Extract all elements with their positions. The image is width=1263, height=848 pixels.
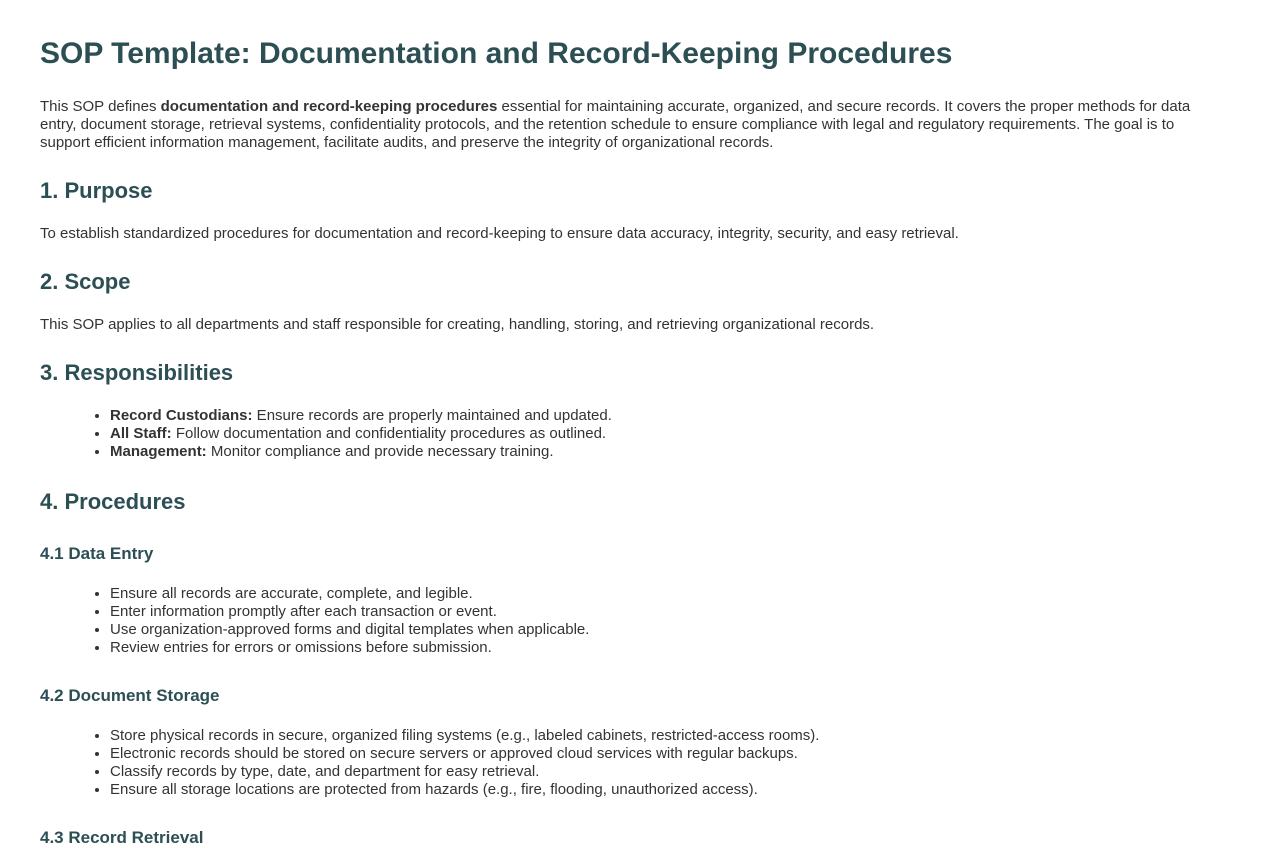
- list-item: [110, 443, 1223, 461]
- list-item: • Ensure all storage locations are protected from hazards (e.g., fire, flooding, unauthorized access).: [110, 781, 1223, 799]
- subsection-heading-data-entry: 4.1 Data Entry: [40, 544, 154, 563]
- purpose-text: To establish standardized procedures for documentation and record-keeping to ensure data accuracy, integrity, security, and easy retrieval.: [40, 225, 959, 242]
- list-item: • Ensure all records are accurate, complete, and legible.: [110, 585, 1223, 603]
- list-item: • Store physical records in secure, organized filing systems (e.g., labeled cabinets, restricted-access rooms).: [110, 727, 1223, 745]
- subsection-heading-document-storage: 4.2 Document Storage: [40, 686, 220, 705]
- section-heading-responsibilities: 3. Responsibilities: [40, 360, 234, 385]
- list-item-text: Follow documentation and confidentiality procedures as outlined.: [171, 425, 607, 442]
- section-heading-purpose: 1. Purpose: [40, 178, 153, 203]
- list-item-text: Ensure records are properly maintained and updated.: [252, 407, 612, 424]
- subsection-heading-record-retrieval: 4.3 Record Retrieval: [40, 828, 204, 847]
- list-item-label: Management:: [110, 443, 207, 460]
- intro-text-after: essential for maintaining accurate, organized, and secure records. It covers the proper methods for data entry, document storage, retrieval systems, confidentiality protocols, and the retention schedule to ensure compliance with legal and regulatory requirements. The goal is to support efficient information management, facilitate audits, and preserve the integrity of organizational records.: [40, 98, 1191, 151]
- list-item: [110, 425, 1223, 443]
- list-item-label: Record Custodians:: [110, 407, 253, 424]
- list-item: • Classify records by type, date, and department for easy retrieval.: [110, 763, 1223, 781]
- intro-text-before: This SOP defines: [40, 98, 161, 115]
- section-heading-scope: 2. Scope: [40, 269, 131, 294]
- list-item: [110, 407, 1223, 425]
- list-item-label: All Staff:: [110, 425, 172, 442]
- responsibilities-list: [40, 407, 1223, 461]
- list-item: • Electronic records should be stored on secure servers or approved cloud services with regular backups.: [110, 745, 1223, 763]
- list-item: • Enter information promptly after each transaction or event.: [110, 603, 1223, 621]
- list-item: • Use organization-approved forms and digital templates when applicable.: [110, 621, 1223, 639]
- intro-bold-phrase: documentation and record-keeping procedures: [160, 98, 498, 115]
- list-item-text: Monitor compliance and provide necessary training.: [206, 443, 554, 460]
- list-item: • Review entries for errors or omissions before submission.: [110, 639, 1223, 657]
- page-title: SOP Template: Documentation and Record-Keeping Procedures: [40, 37, 953, 70]
- intro-paragraph: [40, 98, 1223, 152]
- document-storage-list: [40, 727, 1223, 799]
- section-heading-procedures: 4. Procedures: [40, 489, 186, 514]
- scope-text: This SOP applies to all departments and staff responsible for creating, handling, storing, and retrieving organizational records.: [40, 316, 875, 333]
- data-entry-list: [40, 585, 1223, 657]
